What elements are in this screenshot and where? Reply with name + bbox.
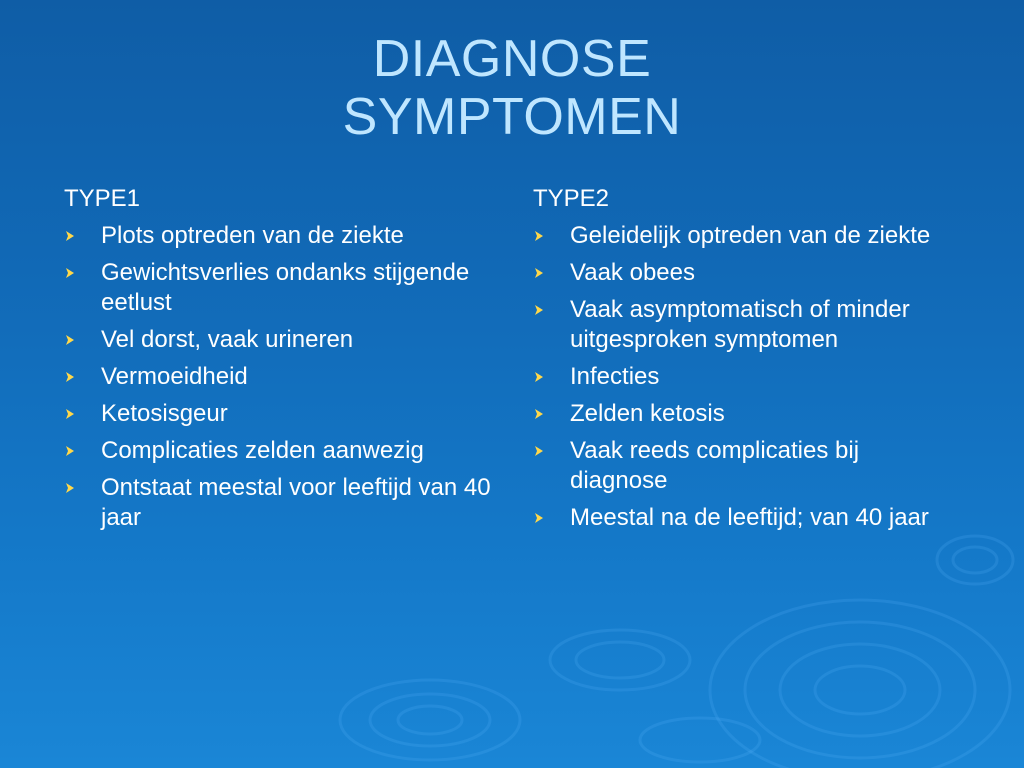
arrow-bullet-icon bbox=[533, 267, 545, 279]
list-item-text: Gewichtsverlies ondanks stijgende eetlust bbox=[101, 259, 470, 316]
list-item bbox=[533, 362, 963, 392]
list-item-text: Zelden ketosis bbox=[570, 400, 725, 427]
arrow-bullet-icon bbox=[64, 408, 76, 420]
arrow-bullet-icon bbox=[533, 371, 545, 383]
list-item bbox=[533, 399, 963, 429]
list-item bbox=[533, 295, 963, 355]
list-item-text: Infecties bbox=[570, 363, 660, 390]
list-item-text: Vel dorst, vaak urineren bbox=[101, 326, 354, 353]
list-item-text: Plots optreden van de ziekte bbox=[101, 222, 404, 249]
arrow-bullet-icon bbox=[533, 408, 545, 420]
type2-heading: TYPE2 bbox=[533, 185, 610, 212]
type1-column bbox=[64, 183, 494, 540]
list-item-text: Ketosisgeur bbox=[101, 400, 228, 427]
arrow-bullet-icon bbox=[533, 445, 545, 457]
arrow-bullet-icon bbox=[533, 512, 545, 524]
arrow-bullet-icon bbox=[64, 230, 76, 242]
list-item bbox=[533, 258, 963, 288]
type1-heading: TYPE1 bbox=[64, 185, 141, 212]
slide-title-line-2: SYMPTOMEN bbox=[342, 88, 682, 146]
list-item-text: Meestal na de leeftijd; van 40 jaar bbox=[570, 504, 929, 531]
arrow-bullet-icon bbox=[64, 334, 76, 346]
slide-title-line-1: DIAGNOSE bbox=[372, 30, 652, 88]
arrow-bullet-icon bbox=[64, 371, 76, 383]
list-item bbox=[533, 436, 963, 496]
list-item bbox=[64, 436, 494, 466]
list-item bbox=[64, 258, 494, 318]
list-item bbox=[533, 221, 963, 251]
arrow-bullet-icon bbox=[64, 445, 76, 457]
list-item bbox=[64, 399, 494, 429]
list-item-text: Geleidelijk optreden van de ziekte bbox=[570, 222, 931, 249]
list-item-text: Vermoeidheid bbox=[101, 363, 248, 390]
type1-symptom-list bbox=[64, 221, 494, 533]
list-item-text: Vaak reeds complicaties bij diagnose bbox=[570, 437, 860, 494]
type2-symptom-list bbox=[533, 221, 963, 533]
list-item bbox=[64, 473, 494, 533]
arrow-bullet-icon bbox=[64, 267, 76, 279]
slide-title bbox=[0, 30, 1024, 146]
list-item bbox=[533, 503, 963, 533]
list-item bbox=[64, 362, 494, 392]
list-item-text: Vaak asymptomatisch of minder uitgesproken symptomen bbox=[570, 296, 910, 353]
list-item-text: Ontstaat meestal voor leeftijd van 40 jaar bbox=[101, 474, 491, 531]
arrow-bullet-icon bbox=[533, 304, 545, 316]
arrow-bullet-icon bbox=[64, 482, 76, 494]
list-item-text: Complicaties zelden aanwezig bbox=[101, 437, 424, 464]
type2-column bbox=[533, 183, 963, 540]
list-item bbox=[64, 325, 494, 355]
list-item bbox=[64, 221, 494, 251]
list-item-text: Vaak obees bbox=[570, 259, 695, 286]
arrow-bullet-icon bbox=[533, 230, 545, 242]
